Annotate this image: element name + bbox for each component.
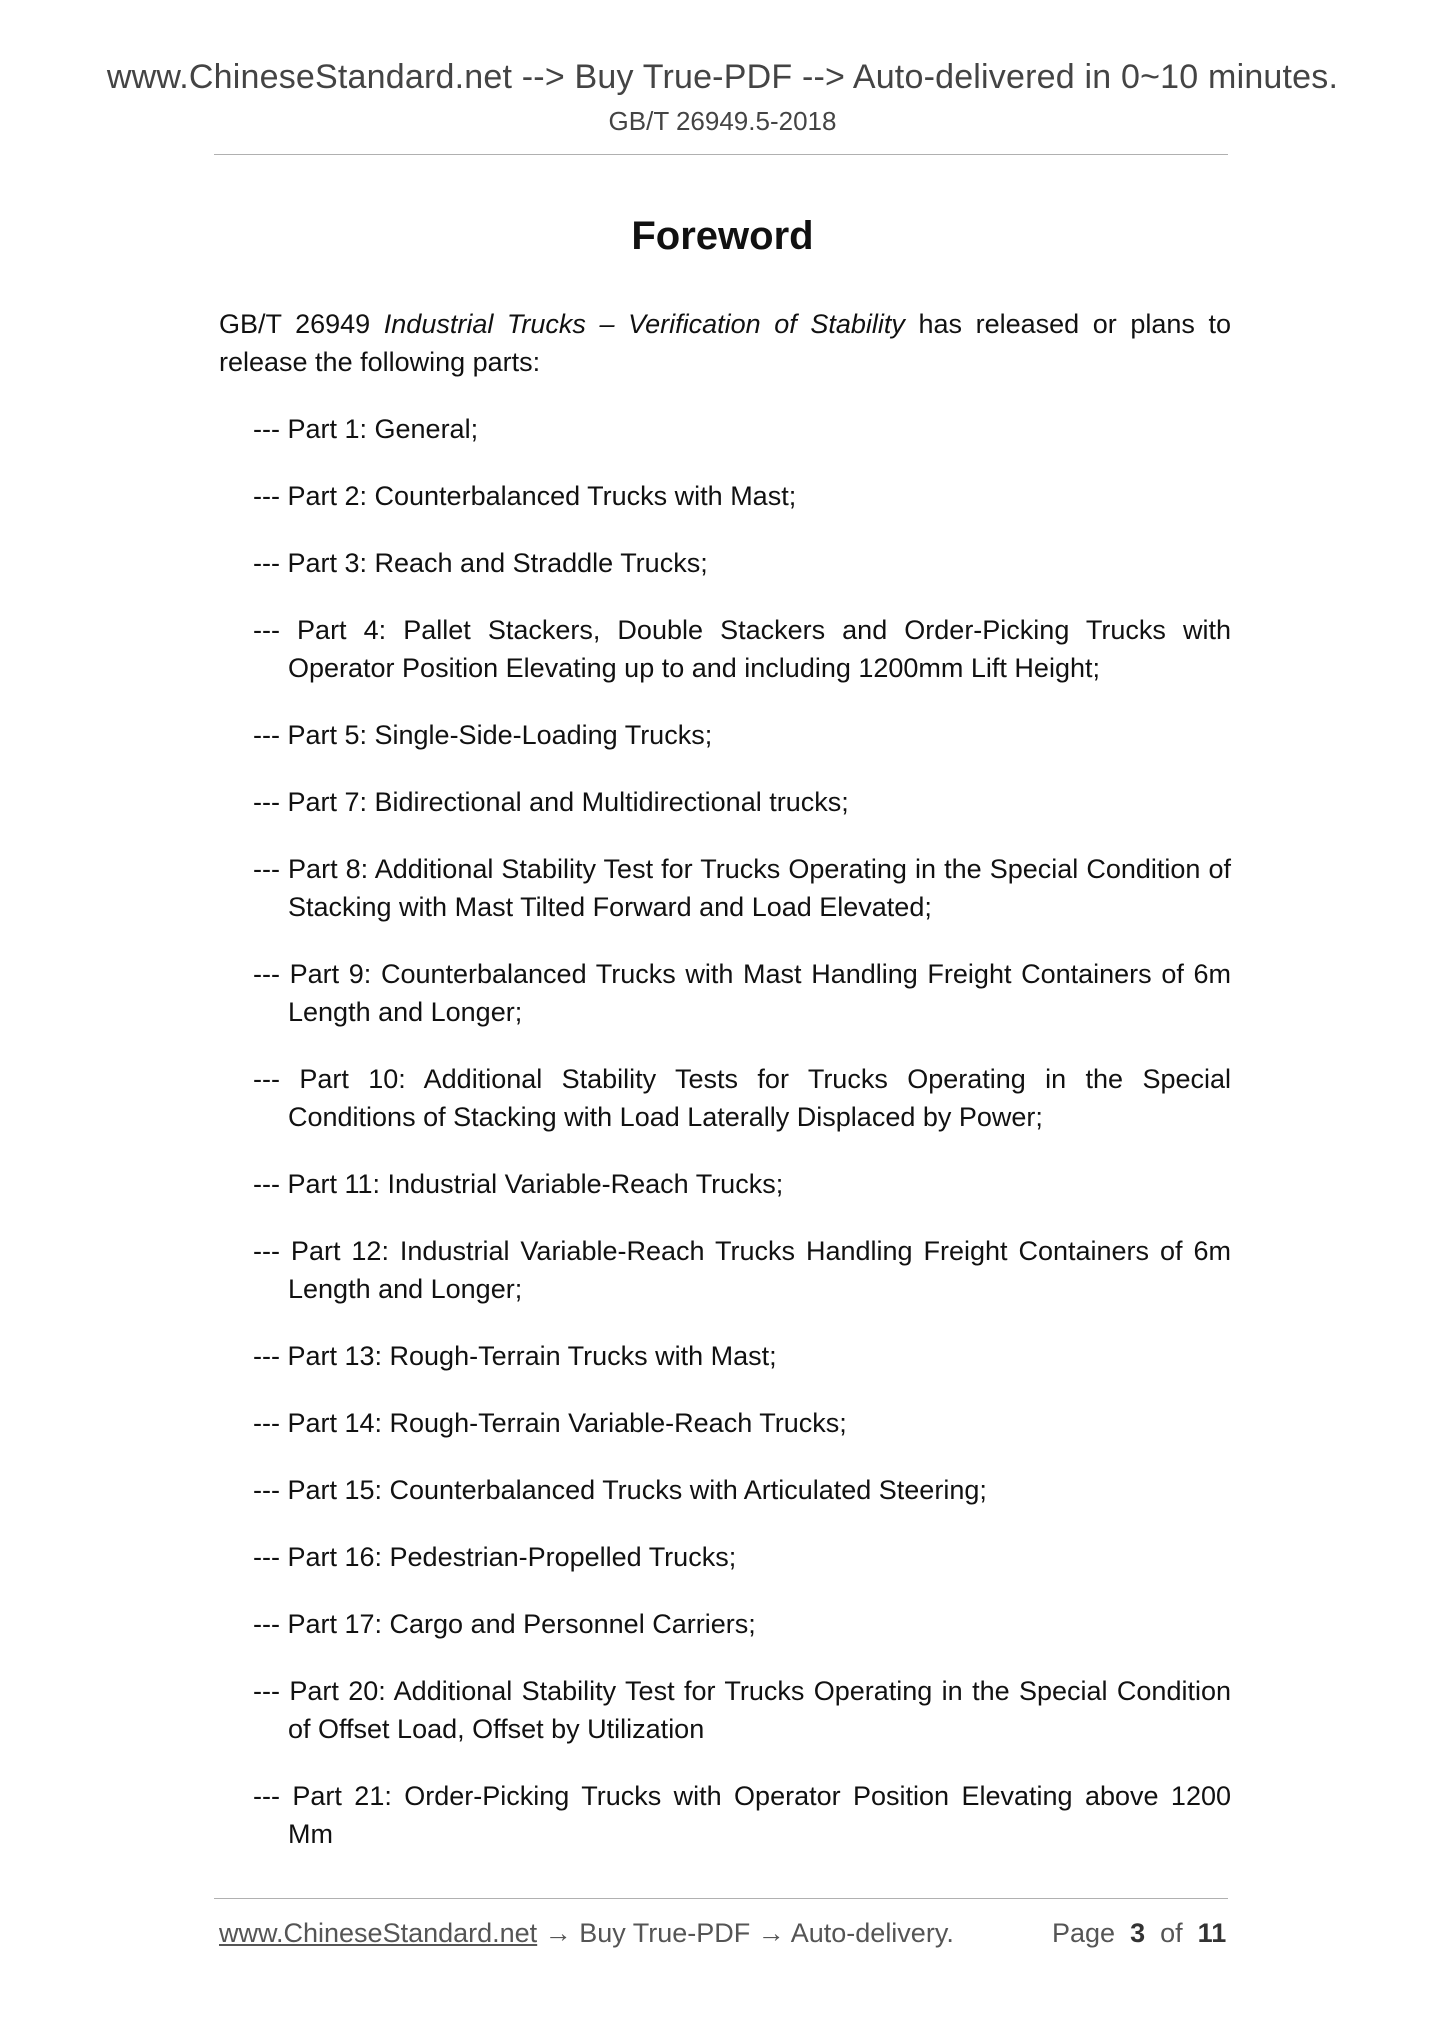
- list-item: --- Part 4: Pallet Stackers, Double Stackers and Order-Picking Trucks with Operator Position Elevating up to and including 1200mm Lift Height;: [253, 615, 1231, 683]
- list-item: --- Part 16: Pedestrian-Propelled Trucks;: [253, 1542, 737, 1572]
- intro-suffix: has released or plans to release the following parts:: [219, 309, 1232, 377]
- of-label: of: [1160, 1918, 1183, 1948]
- standard-code: GB/T 26949.5-2018: [608, 106, 837, 136]
- total-pages: 11: [1197, 1918, 1227, 1948]
- list-item: --- Part 3: Reach and Straddle Trucks;: [253, 548, 708, 578]
- list-item: --- Part 12: Industrial Variable-Reach Trucks Handling Freight Containers of 6m Length and Longer;: [253, 1236, 1231, 1304]
- footer-tagline-text: → Buy True-PDF → Auto-delivery.: [537, 1918, 954, 1948]
- list-item: --- Part 11: Industrial Variable-Reach Trucks;: [253, 1169, 784, 1199]
- intro-paragraph: [219, 305, 1231, 381]
- intro-prefix: GB/T 26949: [219, 309, 384, 339]
- footer-divider: [214, 1898, 1228, 1899]
- page-title: Foreword: [631, 214, 814, 258]
- list-item: --- Part 2: Counterbalanced Trucks with Mast;: [253, 481, 797, 511]
- footer-tagline: [219, 1918, 954, 1949]
- intro-standard-title: Industrial Trucks – Verification of Stability: [383, 309, 905, 339]
- list-item: --- Part 15: Counterbalanced Trucks with Articulated Steering;: [253, 1475, 987, 1505]
- site-link[interactable]: www.ChineseStandard.net: [219, 1918, 538, 1948]
- header-divider: [214, 154, 1228, 155]
- list-item: --- Part 9: Counterbalanced Trucks with Mast Handling Freight Containers of 6m Length and Longer;: [253, 959, 1231, 1027]
- parts-list: [253, 410, 1231, 1882]
- page-indicator: [1052, 1918, 1226, 1949]
- list-item: --- Part 17: Cargo and Personnel Carriers;: [253, 1609, 756, 1639]
- page-label: Page: [1052, 1918, 1116, 1948]
- list-item: --- Part 13: Rough-Terrain Trucks with Mast;: [253, 1341, 777, 1371]
- header-banner: www.ChineseStandard.net --> Buy True-PDF --> Auto-delivered in 0~10 minutes.: [106, 58, 1339, 96]
- list-item: --- Part 20: Additional Stability Test for Trucks Operating in the Special Condition of Offset Load, Offset by Utilization: [253, 1676, 1231, 1744]
- list-item: --- Part 8: Additional Stability Test for Trucks Operating in the Special Condition of Stacking with Mast Tilted Forward and Load Elevated;: [253, 854, 1231, 922]
- list-item: --- Part 21: Order-Picking Trucks with Operator Position Elevating above 1200 Mm: [253, 1781, 1231, 1849]
- list-item: --- Part 5: Single-Side-Loading Trucks;: [253, 720, 713, 750]
- list-item: --- Part 7: Bidirectional and Multidirectional trucks;: [253, 787, 849, 817]
- list-item: --- Part 14: Rough-Terrain Variable-Reach Trucks;: [253, 1408, 847, 1438]
- list-item: --- Part 10: Additional Stability Tests for Trucks Operating in the Special Conditions of Stacking with Load Laterally Displaced by Power;: [253, 1064, 1231, 1132]
- list-item: --- Part 1: General;: [253, 414, 479, 444]
- page-number: 3: [1130, 1918, 1146, 1948]
